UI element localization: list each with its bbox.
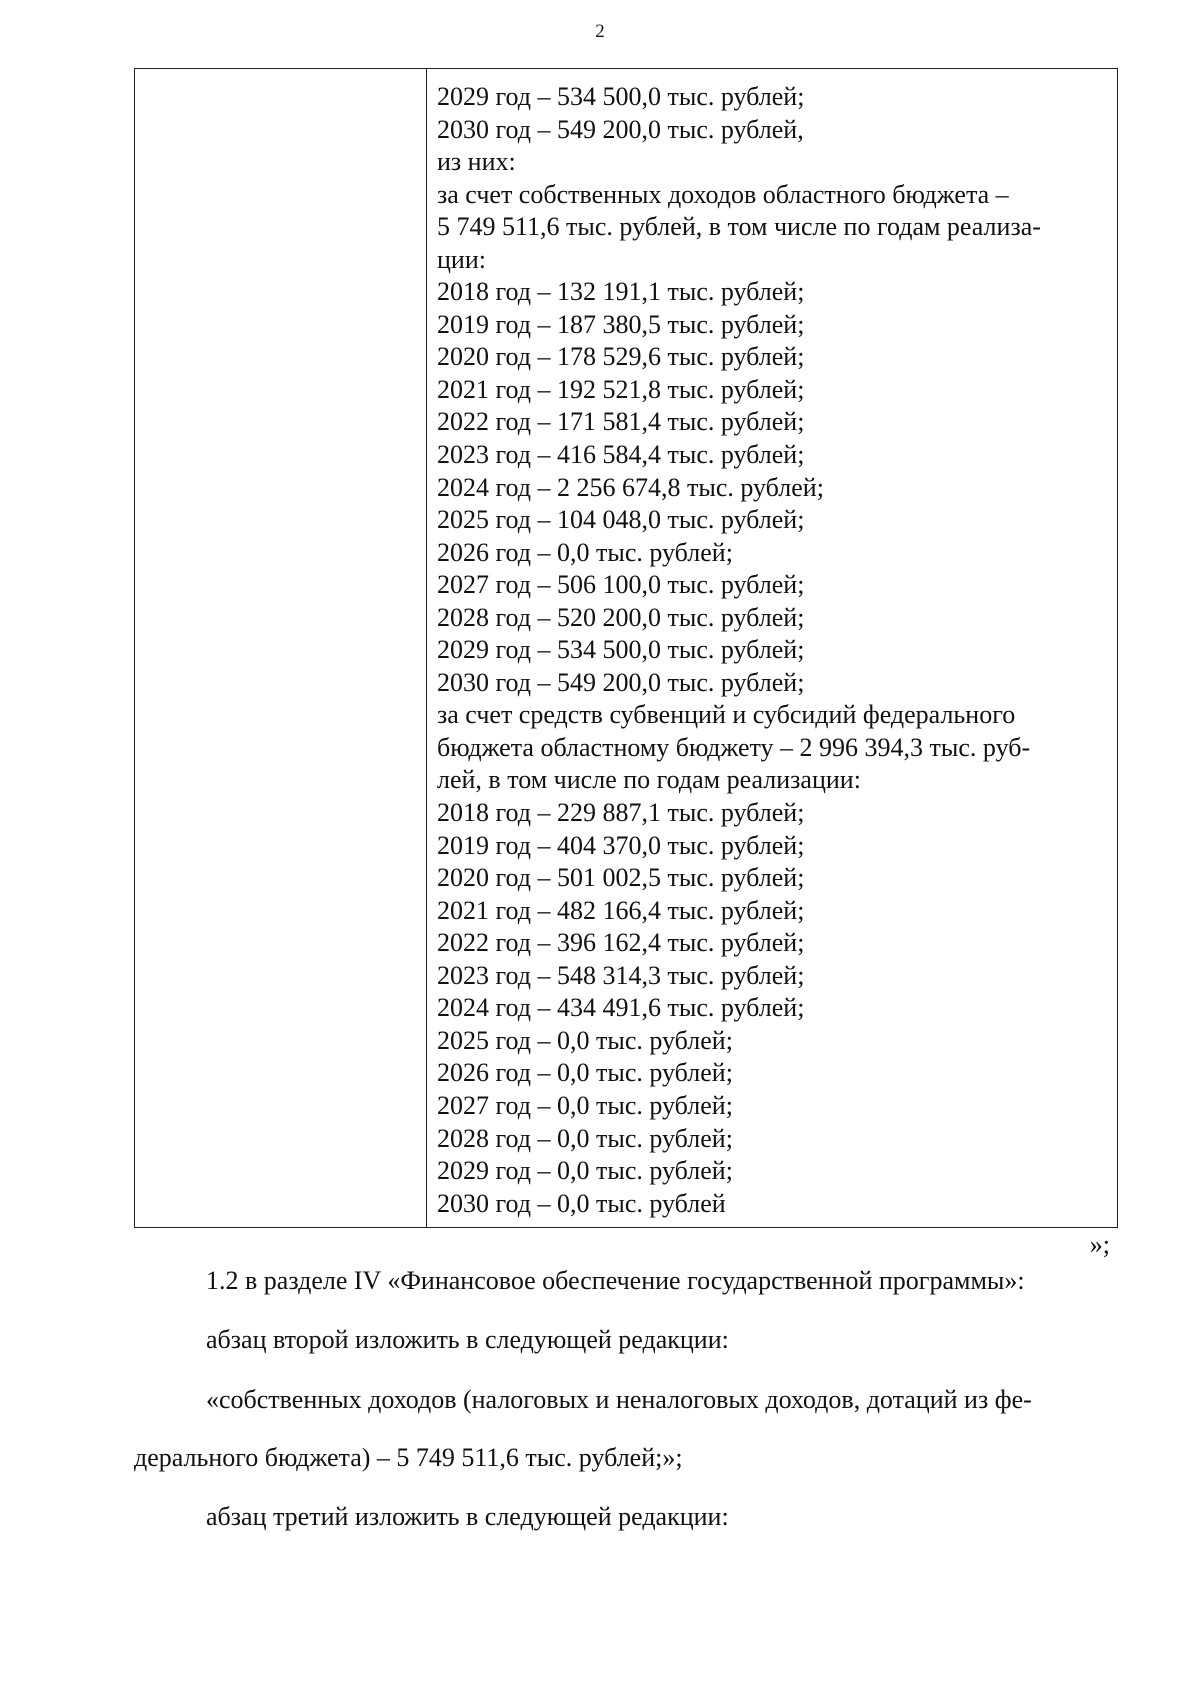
table-line: 2029 год – 534 500,0 тыс. рублей; [437, 635, 805, 665]
table-line: 2025 год – 0,0 тыс. рублей; [437, 1025, 733, 1055]
table-line: за счет собственных доходов областного бюджета – [437, 179, 1009, 209]
table-line: 2019 год – 404 370,0 тыс. рублей; [437, 830, 805, 860]
table-line: 2022 год – 171 581,4 тыс. рублей; [437, 407, 805, 437]
table-line: бюджета областному бюджету – 2 996 394,3 тыс. руб- [437, 732, 1031, 762]
funding-table [134, 68, 1118, 1228]
table-line: 2026 год – 0,0 тыс. рублей; [437, 1058, 733, 1088]
table-line: 2027 год – 0,0 тыс. рублей; [437, 1090, 733, 1120]
paragraph-quote-line-1: «собственных доходов (налоговых и неналоговых доходов, дотаций из фе- [206, 1385, 1032, 1414]
table-line: 2028 год – 520 200,0 тыс. рублей; [437, 602, 805, 632]
table-line: 2018 год – 132 191,1 тыс. рублей; [437, 277, 805, 307]
table-line: лей, в том числе по годам реализации: [437, 765, 861, 795]
table-line: 2030 год – 0,0 тыс. рублей [437, 1188, 726, 1218]
table-line: 2020 год – 178 529,6 тыс. рублей; [437, 342, 805, 372]
table-line: 2030 год – 549 200,0 тыс. рублей, [437, 114, 804, 144]
page-number: 2 [595, 21, 605, 42]
table-line: 2019 год – 187 380,5 тыс. рублей; [437, 309, 805, 339]
paragraph-abzac-vtoroi: абзац второй изложить в следующей редакции: [206, 1325, 729, 1354]
table-line: 2025 год – 104 048,0 тыс. рублей; [437, 505, 805, 535]
table-left-cell [135, 69, 427, 1227]
closing-quote: »; [1089, 1230, 1110, 1259]
table-line: 2028 год – 0,0 тыс. рублей; [437, 1123, 733, 1153]
table-line: 2018 год – 229 887,1 тыс. рублей; [437, 798, 805, 828]
table-line: 2027 год – 506 100,0 тыс. рублей; [437, 570, 805, 600]
table-line: 2022 год – 396 162,4 тыс. рублей; [437, 928, 805, 958]
table-line: 2023 год – 416 584,4 тыс. рублей; [437, 440, 805, 470]
table-line: 2020 год – 501 002,5 тыс. рублей; [437, 863, 805, 893]
table-right-cell [427, 69, 1117, 1227]
table-line: 2021 год – 482 166,4 тыс. рублей; [437, 895, 805, 925]
table-line: 2023 год – 548 314,3 тыс. рублей; [437, 960, 805, 990]
table-line: за счет средств субвенций и субсидий федерального [437, 700, 1016, 730]
table-line: 2026 год – 0,0 тыс. рублей; [437, 537, 733, 567]
paragraph-quote-line-2: дерального бюджета) – 5 749 511,6 тыс. рублей;»; [134, 1443, 683, 1472]
table-line: 2029 год – 534 500,0 тыс. рублей; [437, 82, 805, 111]
table-line: ции: [437, 244, 486, 274]
table-line: 5 749 511,6 тыс. рублей, в том числе по годам реализа- [437, 212, 1041, 242]
table-line: 2024 год – 434 491,6 тыс. рублей; [437, 993, 805, 1023]
table-line: 2030 год – 549 200,0 тыс. рублей; [437, 667, 805, 697]
table-line: из них: [437, 147, 516, 177]
paragraph-section-iv: 1.2 в разделе IV «Финансовое обеспечение государственной программы»: [206, 1266, 1025, 1295]
paragraph-abzac-tretii: абзац третий изложить в следующей редакции: [206, 1502, 729, 1531]
table-line: 2029 год – 0,0 тыс. рублей; [437, 1156, 733, 1186]
table-line: 2024 год – 2 256 674,8 тыс. рублей; [437, 472, 824, 502]
table-line: 2021 год – 192 521,8 тыс. рублей; [437, 374, 805, 404]
